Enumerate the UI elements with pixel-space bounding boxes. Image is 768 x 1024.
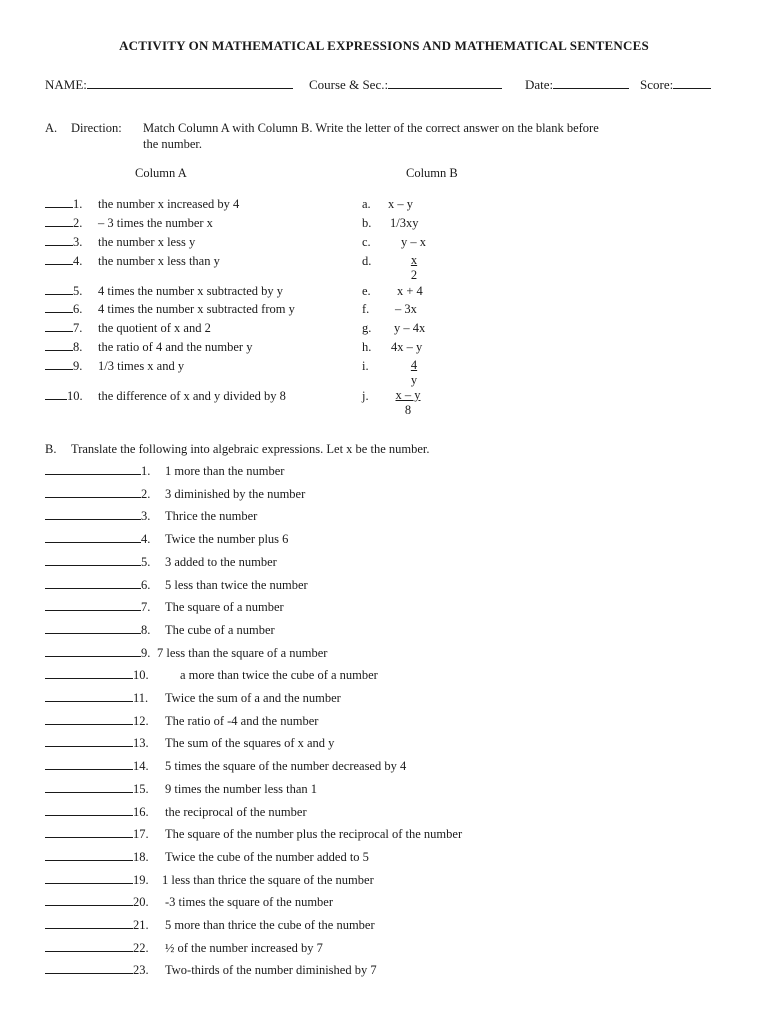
answer-blank[interactable] (45, 656, 141, 657)
translation-row (45, 555, 277, 573)
column-b-letter: e. (362, 284, 371, 298)
translation-row (45, 646, 328, 664)
column-b-letter: c. (362, 235, 371, 249)
item-text: 1 less than thrice the square of the number (162, 873, 374, 887)
answer-blank[interactable] (45, 588, 141, 589)
match-row (45, 321, 426, 339)
item-text: 5 more than thrice the cube of the number (165, 918, 375, 932)
fraction-denominator: 2 (410, 268, 418, 282)
answer-blank[interactable] (45, 497, 141, 498)
translation-row (45, 918, 375, 936)
translation-row (45, 668, 378, 686)
match-row (45, 216, 419, 234)
item-text: 7 less than the square of a number (157, 646, 328, 660)
column-a-heading: Column A (135, 166, 187, 180)
translation-row (45, 623, 275, 641)
column-a-item: 1/3 times x and y (98, 359, 185, 373)
answer-blank[interactable] (45, 633, 141, 634)
translation-row (45, 759, 407, 777)
item-number: 6. (141, 578, 151, 592)
answer-blank[interactable] (45, 724, 133, 725)
item-number: 1. (141, 464, 151, 478)
column-a-item: the ratio of 4 and the number y (98, 340, 253, 354)
translation-row (45, 827, 463, 845)
item-number: 11. (133, 691, 149, 705)
column-b-answer: 4x – y (391, 340, 423, 354)
answer-blank[interactable] (45, 264, 73, 265)
item-number: 7. (73, 321, 83, 335)
answer-blank[interactable] (45, 928, 133, 929)
answer-blank[interactable] (45, 769, 133, 770)
translation-row (45, 805, 307, 823)
column-b-answer: x + 4 (397, 284, 423, 298)
column-a-item: the number x increased by 4 (98, 197, 240, 211)
item-number: 21. (133, 918, 149, 932)
item-text: Thrice the number (165, 509, 258, 523)
item-text: 5 times the square of the number decreased by 4 (165, 759, 407, 773)
translation-row (45, 963, 377, 981)
answer-blank[interactable] (45, 331, 73, 332)
name-label: NAME: (45, 77, 87, 92)
answer-blank[interactable] (45, 815, 133, 816)
answer-blank[interactable] (45, 678, 133, 679)
answer-blank[interactable] (45, 951, 133, 952)
match-row (45, 235, 426, 253)
part-b-text: Translate the following into algebraic expressions. Let x be the number. (71, 442, 430, 456)
translation-row (45, 850, 369, 868)
item-text: The square of the number plus the reciprocal of the number (165, 827, 463, 841)
answer-blank[interactable] (45, 860, 133, 861)
answer-blank[interactable] (45, 399, 67, 400)
column-b-answer: 1/3xy (390, 216, 419, 230)
answer-blank[interactable] (45, 519, 141, 520)
column-a-item: 4 times the number x subtracted from y (98, 302, 295, 316)
answer-blank[interactable] (45, 312, 73, 313)
item-number: 2. (73, 216, 83, 230)
column-a-item: the quotient of x and 2 (98, 321, 211, 335)
column-a-item: the number x less y (98, 235, 196, 249)
item-number: 3. (141, 509, 151, 523)
answer-blank[interactable] (45, 610, 141, 611)
answer-blank[interactable] (45, 369, 73, 370)
item-text: the reciprocal of the number (165, 805, 307, 819)
column-b-letter: f. (362, 302, 370, 316)
item-number: 10. (67, 389, 83, 403)
name-field[interactable] (45, 76, 293, 93)
item-text: Twice the sum of a and the number (165, 691, 341, 705)
item-text: The sum of the squares of x and y (165, 736, 335, 750)
item-number: 1. (73, 197, 83, 211)
answer-blank[interactable] (45, 226, 73, 227)
score-label: Score: (640, 77, 674, 92)
column-b-answer: y – 4x (394, 321, 426, 335)
answer-blank[interactable] (45, 792, 133, 793)
item-number: 19. (133, 873, 149, 887)
column-b-fraction (402, 253, 426, 283)
item-number: 14. (133, 759, 149, 773)
fraction-numerator: x (410, 253, 418, 267)
item-text: 1 more than the number (165, 464, 285, 478)
answer-blank[interactable] (45, 350, 73, 351)
translation-row (45, 736, 335, 754)
column-b-letter: d. (362, 254, 372, 268)
direction-continued: the number. (143, 137, 203, 151)
date-blank[interactable] (553, 76, 629, 89)
match-row (45, 284, 423, 302)
column-b-letter: b. (362, 216, 372, 230)
item-number: 13. (133, 736, 149, 750)
item-number: 5. (73, 284, 83, 298)
item-text: 3 diminished by the number (165, 487, 306, 501)
direction-label: Direction: (71, 121, 122, 135)
answer-blank[interactable] (45, 542, 141, 543)
item-text: 3 added to the number (165, 555, 277, 569)
course-blank[interactable] (388, 76, 502, 89)
item-text: Twice the cube of the number added to 5 (165, 850, 369, 864)
answer-blank[interactable] (45, 565, 141, 566)
column-b-fraction (402, 358, 426, 388)
item-number: 5. (141, 555, 151, 569)
score-blank[interactable] (673, 76, 711, 89)
item-number: 2. (141, 487, 151, 501)
item-number: 16. (133, 805, 149, 819)
answer-blank[interactable] (45, 973, 133, 974)
translation-row (45, 600, 284, 618)
column-b-answer: y – x (401, 235, 426, 249)
part-b-direction (45, 442, 429, 457)
column-a-item: the number x less than y (98, 254, 220, 268)
translation-row (45, 941, 323, 959)
column-b-answer: – 3x (395, 302, 417, 316)
column-b-letter: h. (362, 340, 372, 354)
item-number: 6. (73, 302, 83, 316)
item-number: 15. (133, 782, 149, 796)
item-number: 8. (141, 623, 151, 637)
fraction-numerator: 4 (410, 358, 418, 372)
course-label: Course & Sec.: (309, 77, 389, 92)
translation-row (45, 714, 319, 732)
translation-row (45, 509, 258, 527)
answer-blank[interactable] (45, 294, 73, 295)
match-row (45, 197, 413, 215)
fraction-numerator: x – y (395, 388, 421, 402)
item-number: 4. (141, 532, 151, 546)
column-b-fraction (385, 388, 431, 418)
item-number: 22. (133, 941, 149, 955)
column-b-heading: Column B (406, 166, 458, 180)
translation-row (45, 487, 306, 505)
item-text: Twice the number plus 6 (165, 532, 289, 546)
item-text: ½ of the number increased by 7 (165, 941, 323, 955)
item-number: 18. (133, 850, 149, 864)
date-field[interactable] (525, 76, 629, 93)
column-b-answer: x – y (388, 197, 413, 211)
date-label: Date: (525, 77, 554, 92)
item-number: 12. (133, 714, 149, 728)
fraction-denominator: y (410, 373, 418, 387)
column-b-letter: g. (362, 321, 372, 335)
item-number: 17. (133, 827, 149, 841)
item-text: The square of a number (165, 600, 284, 614)
match-row (45, 340, 423, 358)
item-text: The cube of a number (165, 623, 275, 637)
match-row (45, 388, 421, 417)
match-row (45, 302, 417, 320)
page-title: ACTIVITY ON MATHEMATICAL EXPRESSIONS AND MATHEMATICAL SENTENCES (119, 38, 649, 53)
column-a-item: 4 times the number x subtracted by y (98, 284, 284, 298)
answer-blank[interactable] (45, 905, 133, 906)
direction-text: Match Column A with Column B. Write the letter of the correct answer on the blank before (143, 121, 599, 135)
item-text: 5 less than twice the number (165, 578, 308, 592)
translation-row (45, 578, 308, 596)
translation-row (45, 873, 374, 891)
item-text: The ratio of -4 and the number (165, 714, 319, 728)
item-number: 9. (141, 646, 151, 660)
translation-row (45, 464, 285, 482)
column-b-letter: i. (362, 359, 369, 373)
name-blank[interactable] (87, 76, 293, 89)
item-text: -3 times the square of the number (165, 895, 334, 909)
column-b-letter: a. (362, 197, 371, 211)
course-field[interactable] (309, 76, 502, 93)
answer-blank[interactable] (45, 701, 133, 702)
translation-row (45, 895, 334, 913)
column-a-item: – 3 times the number x (98, 216, 213, 230)
translation-row (45, 691, 341, 709)
score-field[interactable] (640, 76, 711, 93)
match-row (45, 253, 418, 282)
answer-blank[interactable] (45, 245, 73, 246)
answer-blank[interactable] (45, 837, 133, 838)
part-b-label: B. (45, 442, 57, 456)
column-a-item: the difference of x and y divided by 8 (98, 389, 286, 403)
item-text: a more than twice the cube of a number (180, 668, 378, 682)
translation-row (45, 782, 318, 800)
item-number: 20. (133, 895, 149, 909)
item-text: 9 times the number less than 1 (165, 782, 318, 796)
fraction-denominator: 8 (404, 403, 412, 417)
match-row (45, 358, 418, 387)
answer-blank[interactable] (45, 207, 73, 208)
item-number: 23. (133, 963, 149, 977)
item-number: 3. (73, 235, 83, 249)
item-number: 10. (133, 668, 149, 682)
answer-blank[interactable] (45, 746, 133, 747)
item-number: 4. (73, 254, 83, 268)
translation-row (45, 532, 289, 550)
column-b-letter: j. (362, 389, 369, 403)
item-number: 7. (141, 600, 151, 614)
part-a-direction (45, 120, 725, 152)
item-number: 9. (73, 359, 83, 373)
answer-blank[interactable] (45, 474, 141, 475)
answer-blank[interactable] (45, 883, 133, 884)
item-number: 8. (73, 340, 83, 354)
item-text: Two-thirds of the number diminished by 7 (165, 963, 377, 977)
part-a-label: A. (45, 121, 58, 135)
